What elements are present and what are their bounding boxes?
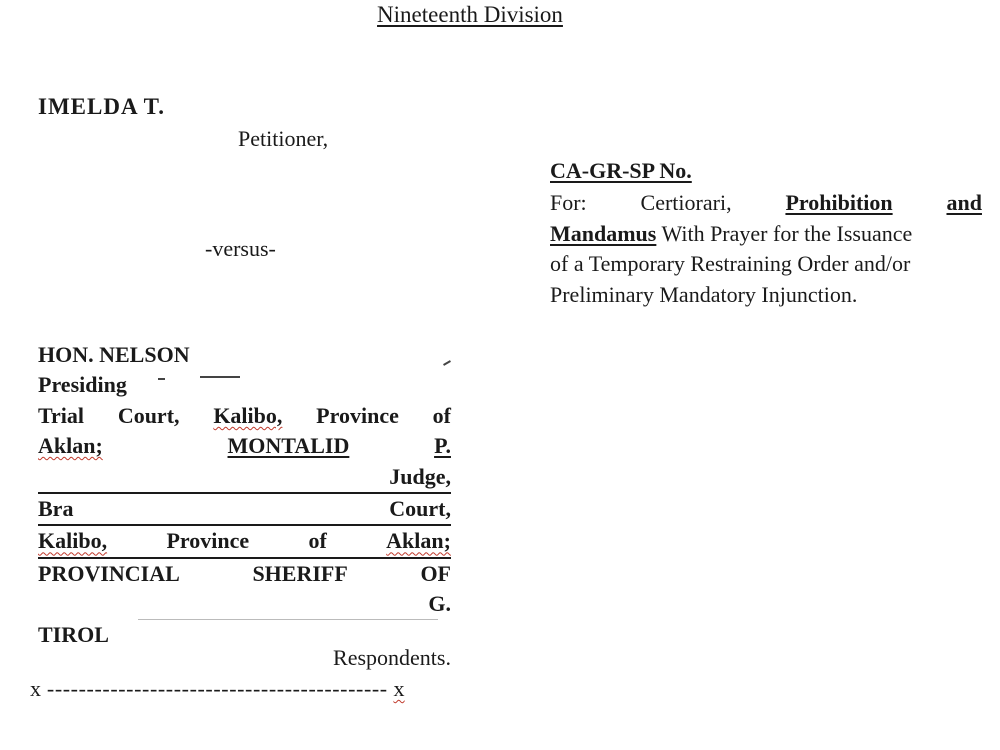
versus-text: -versus- [205,236,276,261]
trial-text: Trial [38,402,85,428]
judge-text: Judge, [389,463,451,489]
redaction-mark [443,360,451,366]
of-text-2: of [308,528,327,554]
provincial-text: PROVINCIAL [38,560,180,586]
of-text-3: OF [420,560,451,586]
case-description-line-4: Preliminary Mandatory Injunction. [550,281,858,307]
case-description-line-2 [550,219,982,250]
province-text: Province [316,402,399,428]
of-text: of [432,402,451,428]
respondent-line-9 [38,589,451,619]
division-heading: Nineteenth Division [377,2,563,27]
prohibition-text: Prohibition [785,190,893,215]
divider-dashes: ------------------------------------------- [46,676,388,701]
initial-p-text: P. [434,433,451,459]
respondent-line-4 [38,431,451,461]
kalibo-text-2: Kalibo, [38,528,108,554]
divider-start: x [30,676,42,701]
case-description [550,188,982,310]
sheriff-text: SHERIFF [252,560,348,586]
for-label: For: [550,190,587,215]
petitioner-name: IMELDA T. [38,94,166,119]
petitioner-label: Petitioner, [238,126,329,151]
kalibo-text: Kalibo, [213,402,283,428]
certiorari-text: Certiorari, [640,190,732,215]
tirol-text: TIROL [38,621,109,647]
mandamus-text: Mandamus [550,220,657,246]
respondent-line-5 [38,462,451,494]
initial-g-text: G. [428,591,451,617]
respondent-line-1 [38,340,451,370]
bra-text: Bra [38,495,74,521]
and-text: and [946,190,982,215]
case-description-line-1 [550,188,982,219]
respondent-line-6 [38,494,451,526]
respondent-line-2 [38,370,451,400]
case-description-line-3: of a Temporary Restraining Order and/or [550,251,911,276]
aklan-text-2: Aklan; [386,528,451,554]
presiding-text: Presiding [38,372,127,398]
court-text: Court, [117,402,180,428]
redaction-mark [158,378,165,380]
court-text-2: Court, [389,495,451,521]
redaction-mark [200,376,240,378]
aklan-text: Aklan; [38,433,103,459]
respondents-block [38,340,451,650]
case-number: CA-GR-SP No. [550,158,692,183]
respondent-line-3 [38,401,451,431]
province-text-2: Province [166,528,250,554]
respondent-line-7 [38,526,451,558]
respondents-label: Respondents. [333,645,451,670]
caption-divider [30,676,405,702]
respondent-name-nelson: HON. NELSON [38,342,190,367]
respondent-line-8 [38,559,451,589]
divider-end: x [393,676,405,701]
prayer-text: With Prayer for the Issuance [656,220,913,246]
montalid-text: MONTALID [227,433,350,459]
